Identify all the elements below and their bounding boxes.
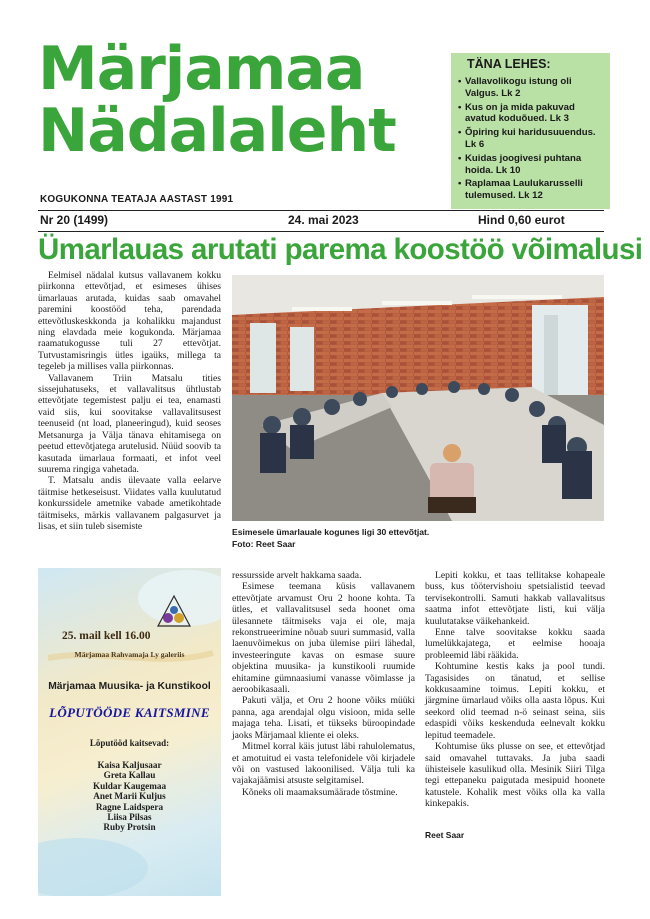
- article-paragraph: Enne talve soovitakse kokku saada lumelükkajatega, et eelmise hooaja probleemid läbi rääkida.: [425, 627, 605, 661]
- article-paragraph: Kohtumise üks plusse on see, et ettevõtjad said omavahel tuttavaks. Ja juba saadi ühisteisele kasulikud olla. Mesinik Siiri Tilga tegi ettepaneku paigutada mesipuid hoonete katustele. Kohalik mest võiks olla ka valla kinkepakis.: [425, 741, 605, 810]
- poster-school: Märjamaa Muusika- ja Kunstikool: [48, 681, 211, 692]
- poster-names-list: [38, 760, 221, 833]
- article-paragraph: ressursside arvelt hakkama saada.: [232, 570, 362, 581]
- poster-title: LÕPUTÖÖDE KAITSMINE: [49, 705, 210, 720]
- issue-price: Hind 0,60 eurot: [478, 213, 565, 227]
- header-rule-top: [38, 210, 604, 211]
- masthead-tagline: KOGUKONNA TEATAJA AASTAST 1991: [40, 194, 234, 205]
- poster-name: Kaisa Kaljusaar: [97, 760, 162, 770]
- article-paragraph: Pakuti välja, et Oru 2 hoone võiks müüki panna, aga arendajal olgu visioon, mida selle majaga teha. Lisati, et tükseks büroopindade jaoks Märjamaal kliente ei oleks.: [232, 695, 415, 741]
- toc-item[interactable]: • Raplamaa Laulukarusselli tulemused. Lk 12: [458, 178, 604, 202]
- issue-number: Nr 20 (1499): [40, 213, 109, 227]
- photo-caption-text: Esimesele ümarlauale kogunes ligi 30 ettevõtjat.: [232, 527, 430, 537]
- poster-datetime: 25. mail kell 16.00: [62, 630, 151, 642]
- issue-info-row: [40, 213, 606, 229]
- poster-subtitle: Lõputööd kaitsevad:: [89, 738, 170, 748]
- article-paragraph: Esimese teemana küsis vallavanem ettevõtjate arvamust Oru 2 hoone kohta. Ta ütles, et vallavalitsusel seda hoonet oma ülesannete täitmiseks vaja ei ole, maja rekonstrueerimine nõuab suuri summasid, valla laenuvõimekus on juba ülemise piiri lähedal, investeeringute kavas on esmase suure objektina muusika- ja kunstikooli ruumide ehitamine gümnaasiumi vanasse võimlasse ja aeroobikasaali.: [232, 581, 415, 696]
- table-of-contents: [451, 53, 610, 209]
- article-paragraph: Vallavanem Triin Matsalu tities sissejuhatuseks, et vallavalitsus ühtlustab ettevõtjate tegemistest palju ei tea, enamasti vaid siis, kui soovitakse vallavalitsusest teenuseid (nt load, planeeringud), kuid seoses Metsanurga ja Välja tänava ehitamisega on peetud ettevõtjatega arutelusid. Nüüd soovib ta kasutada ümarlaua formaati, et infot veel suurema ringiga vahetada.: [38, 372, 221, 475]
- article-column-2: [232, 570, 415, 798]
- article-byline: Reet Saar: [425, 829, 465, 840]
- article-photo: [232, 275, 604, 521]
- article-paragraph: Eelmisel nädalal kutsus vallavanem kokku piirkonna ettevõtjad, et esimeses ühises ümarlauas arutada, kuidas saab omavahel paremini koostööd teha, parendada ettevõtluskeskkonda ja kohalikku majandust ning elavdada meie kogukonda. Märjamaa raamatukogusse tuli 27 ettevõtjat. Tutvustamisringis ütles igaüks, millega ta tegeleb ja millises valla piirkonnas.: [38, 270, 221, 373]
- article-paragraph: Lepiti kokku, et taas tellitakse kohapeale buss, kus töötervishoiu spetsialistid teevad tervisekontrolli. Samuti hakkab vallavalitsus saatma infot ettevõtjate listi, kui välja kuulutatakse väikehankeid.: [425, 570, 605, 627]
- poster-name: Liisa Pilsas: [107, 812, 152, 823]
- poster-name: Ragne Laidspera: [95, 801, 164, 812]
- poster-place: Märjamaa Rahvamaja Ly galeriis: [74, 650, 185, 659]
- toc-list: [458, 76, 604, 202]
- photo-caption: [232, 526, 604, 550]
- toc-item[interactable]: • Õpiring kui haridusuuendus. Lk 6: [458, 127, 604, 151]
- article-paragraph: Kohtumine kestis kaks ja pool tundi. Tagasisides on tänatud, et sellise kokkusaamine toimus. Lepiti kokku, et järgmine ümarlaud võiks olla aasta lõpus. Kui seekord olid teemad n-ö seinast seina, siis edaspidi võiks keskenduda eelnevalt kokku lepitud teemadele.: [425, 661, 605, 741]
- event-poster: [38, 568, 221, 896]
- article-headline: Ümarlauas arutati parema koostöö võimalusi: [38, 233, 643, 266]
- poster-name: Anet Marii Kuljus: [93, 791, 166, 802]
- masthead: [38, 34, 438, 166]
- article-column-3: [425, 570, 605, 841]
- toc-item[interactable]: • Vallavolikogu istung oli Valgus. Lk 2: [458, 76, 604, 100]
- toc-item[interactable]: • Kus on ja mida pakuvad avatud koduõued. Lk 3: [458, 102, 604, 126]
- meeting-room-photo: [232, 275, 604, 521]
- issue-date: 24. mai 2023: [288, 213, 359, 227]
- poster-name: Ruby Protsin: [103, 822, 156, 833]
- toc-item[interactable]: • Kuidas joogivesi puhtana hoida. Lk 10: [458, 153, 604, 177]
- poster-name: Greta Kallau: [103, 770, 156, 781]
- article-column-1: [38, 270, 221, 532]
- poster-name: Kuldar Kaugemaa: [92, 780, 167, 791]
- masthead-title-line1: Märjamaa: [38, 34, 365, 104]
- article-paragraph: Mitmel korral käis jutust läbi rahulolematus, et amotuitud ei vasta telefonidele või kirjadele või on vastused lakoonilised. Välja tuli ka vajakajäämisi atsuste selgitamisel.: [232, 741, 415, 787]
- photo-credit: Foto: Reet Saar: [232, 539, 296, 549]
- masthead-title-line2: Nädalaleht: [38, 96, 396, 166]
- article-paragraph: Kõneks oli maamaksumäärade tõstmine.: [242, 786, 398, 798]
- article-paragraph: T. Matsalu andis ülevaate valla eelarve täitmise hetkeseisust. Viidates valla kuulutatud konkurssidele ametnike vabade ametikohtade täitmiseks, märkis vallavanem palgasurvet ja lisas, et siin tuleb sisemiste: [38, 475, 221, 532]
- poster-background-art: [38, 568, 221, 896]
- toc-title: TÄNA LEHES:: [467, 57, 551, 71]
